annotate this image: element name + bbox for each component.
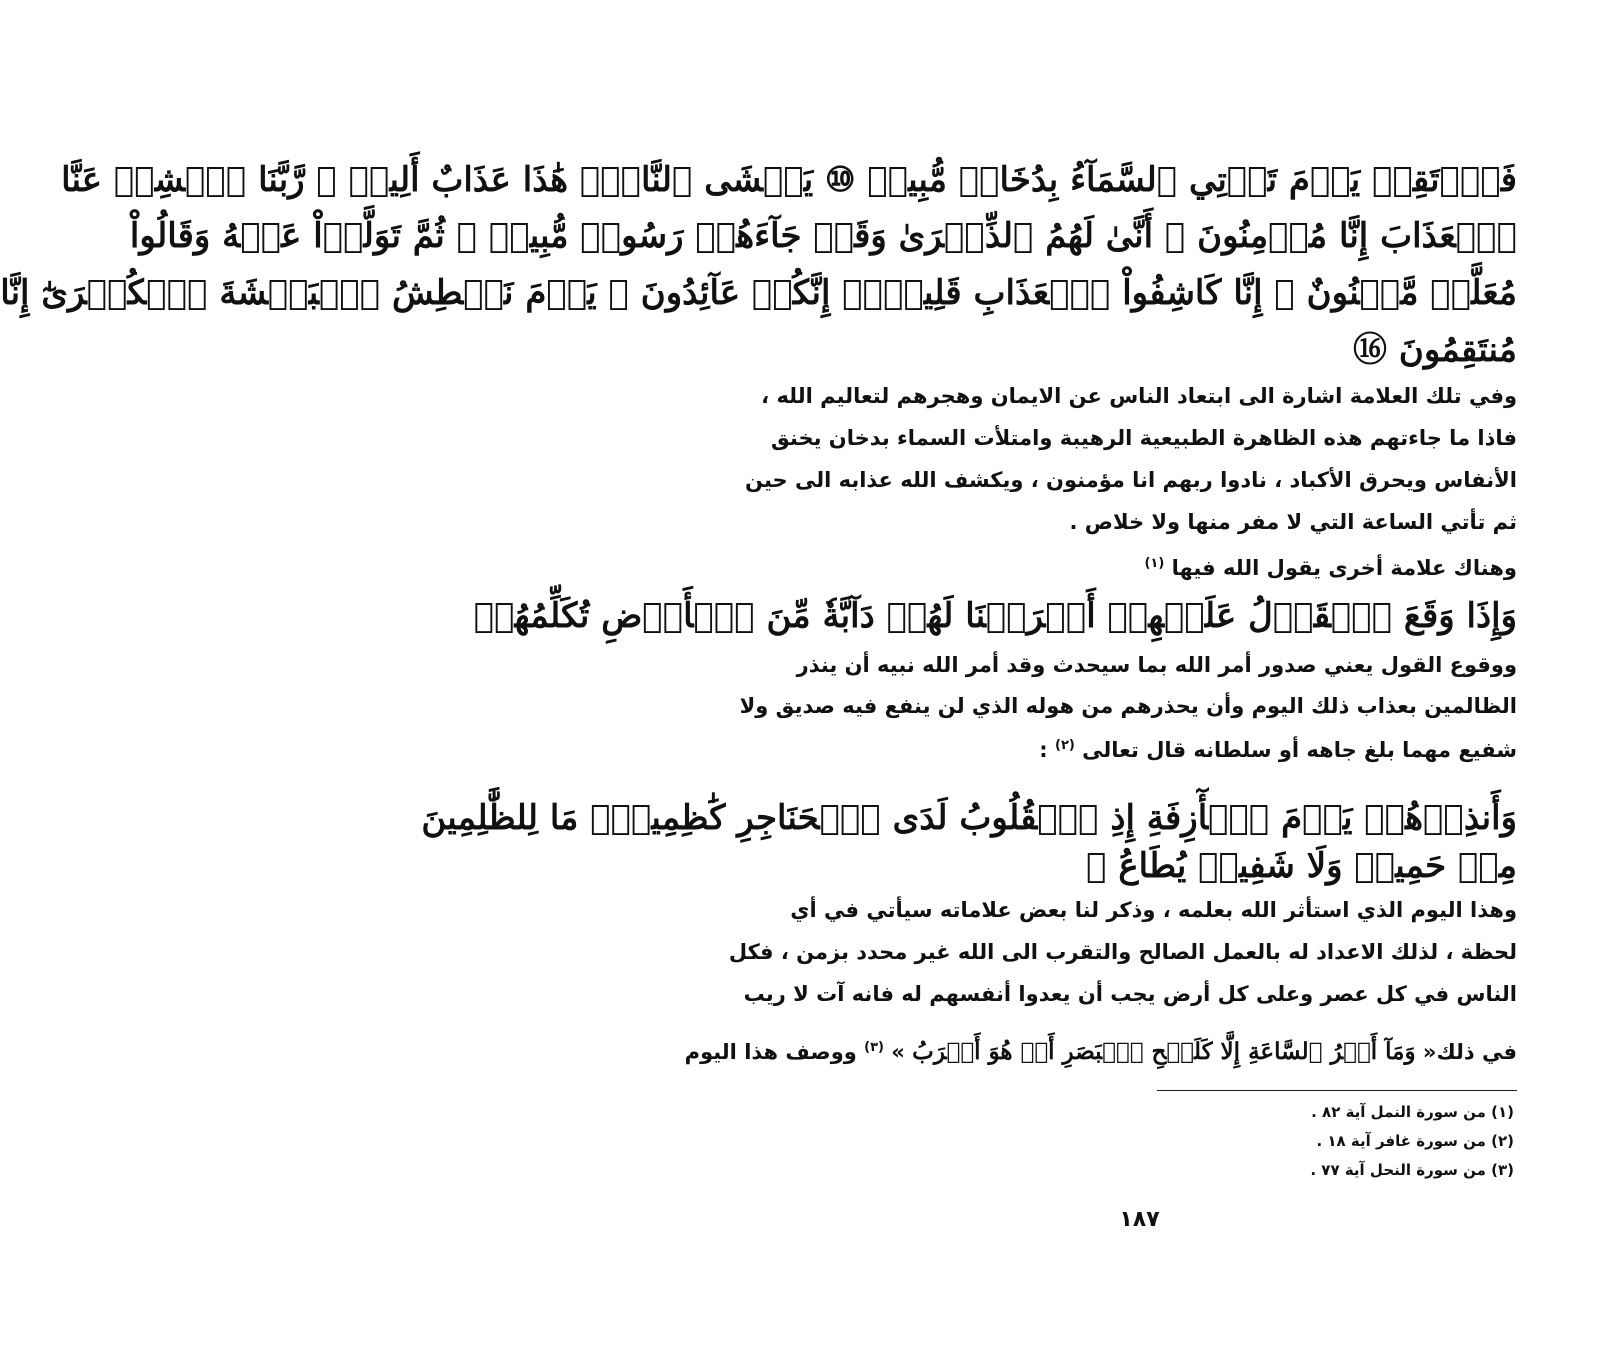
paragraph-line: فاذا ما جاءتهم هذه الظاهرة الطبيعية الرهيبة وامتلأت السماء بدخان يخنق — [770, 426, 1517, 450]
colon: : — [1039, 738, 1048, 762]
footnote-ref: (١) — [1144, 556, 1165, 571]
footnote: (٢) من سورة غافر آية ١٨ . — [1316, 1132, 1514, 1150]
paragraph-line: ثم تأتي الساعة التي لا مفر منها ولا خلاص . — [1069, 510, 1517, 534]
paragraph-line: الناس في كل عصر وعلى كل أرض يجب أن يعدوا أنفسهم له فانه آت لا ريب — [743, 982, 1517, 1006]
footnote-divider — [1157, 1090, 1517, 1091]
intro-text: وهناك علامة أخرى يقول الله فيها — [1171, 556, 1517, 580]
quran-inline-verse: وَمَآ أَمۡرُ ٱلسَّاعَةِ إِلَّا كَلَمۡحِ ٱلۡبَصَرِ أَوۡ هُوَ أَقۡرَبُ — [912, 1038, 1416, 1065]
quote-close: » — [891, 1040, 905, 1064]
paragraph-line: الأنفاس ويحرق الأكباد ، نادوا ربهم انا مؤمنون ، ويكشف الله عذابه الى حين — [745, 468, 1517, 492]
paragraph-line: وفي تلك العلامة اشارة الى ابتعاد الناس عن الايمان وهجرهم لتعاليم الله ، — [761, 384, 1517, 408]
intro-line — [837, 546, 1517, 582]
paragraph-line — [684, 1030, 1517, 1066]
quran-verse-line: مُنتَقِمُونَ ⑯ — [1353, 330, 1517, 370]
paragraph-line: ووقوع القول يعني صدور أمر الله بما سيحدث وقد أمر الله نبيه أن ينذر — [796, 653, 1517, 677]
footnotes — [1214, 1098, 1514, 1185]
paragraph-text: في ذلك« — [1422, 1040, 1517, 1064]
quran-verse-line: ٱلۡعَذَابَ إِنَّا مُؤۡمِنُونَ ⑫ أَنَّىٰ لَهُمُ ٱلذِّكۡرَىٰ وَقَدۡ جَآءَهُمۡ رَسُولٞ مُّبِينٞ ⑬ ثُمَّ تَوَلَّوۡاْ عَنۡهُ وَقَالُواْ — [129, 216, 1517, 256]
quran-verse-line: وَأَنذِرۡهُمۡ يَوۡمَ ٱلۡأٓزِفَةِ إِذِ ٱلۡقُلُوبُ لَدَى ٱلۡحَنَاجِرِ كَٰظِمِينَۚ مَا لِلظَّٰلِمِينَ — [421, 798, 1517, 838]
paragraph-line: الظالمين بعذاب ذلك اليوم وأن يحذرهم من هوله الذي لن ينفع فيه صديق ولا — [739, 694, 1517, 718]
quran-verse-line: مِنۡ حَمِيمٖ وَلَا شَفِيعٖ يُطَاعُ ⑱ — [1086, 846, 1517, 886]
footnote: (٣) من سورة النحل آية ٧٧ . — [1310, 1161, 1514, 1179]
paragraph-line: لحظة ، لذلك الاعداد له بالعمل الصالح والتقرب الى الله غير محدد بزمن ، فكل — [728, 940, 1517, 964]
paragraph-line: وهذا اليوم الذي استأثر الله بعلمه ، وذكر لنا بعض علاماته سيأتي في أي — [790, 898, 1517, 922]
footnote-ref: (٢) — [1054, 738, 1075, 753]
page-number: ١٨٧ — [1119, 1207, 1160, 1232]
paragraph-text: شفيع مهما بلغ جاهه أو سلطانه قال تعالى — [1082, 738, 1517, 762]
paragraph-line — [837, 728, 1517, 764]
quran-verse-line: وَإِذَا وَقَعَ ٱلۡقَوۡلُ عَلَيۡهِمۡ أَخۡرَجۡنَا لَهُمۡ دَآبَّةٗ مِّنَ ٱلۡأَرۡضِ تُكَلِّمُهُمۡ — [473, 596, 1517, 636]
quran-verse-line: فَٱرۡتَقِبۡ يَوۡمَ تَأۡتِي ٱلسَّمَآءُ بِدُخَانٖ مُّبِينٖ ⑩ يَغۡشَى ٱلنَّاسَۖ هَٰذَا عَذَابٌ أَلِيمٞ ⑪ رَّبَّنَا ٱكۡشِفۡ عَنَّا — [61, 160, 1517, 200]
footnote: (١) من سورة النمل آية ٨٢ . — [1311, 1103, 1514, 1121]
quran-verse-line: مُعَلَّمٞ مَّجۡنُونٌ ⑭ إِنَّا كَاشِفُواْ ٱلۡعَذَابِ قَلِيلًاۚ إِنَّكُمۡ عَآئِدُونَ ⑮ يَوۡمَ نَبۡطِشُ ٱلۡبَطۡشَةَ ٱلۡكُبۡرَىٰٓ إِنَّا — [0, 273, 1517, 313]
footnote-ref: (٣) — [864, 1040, 884, 1055]
paragraph-text: ووصف هذا اليوم — [684, 1040, 857, 1064]
